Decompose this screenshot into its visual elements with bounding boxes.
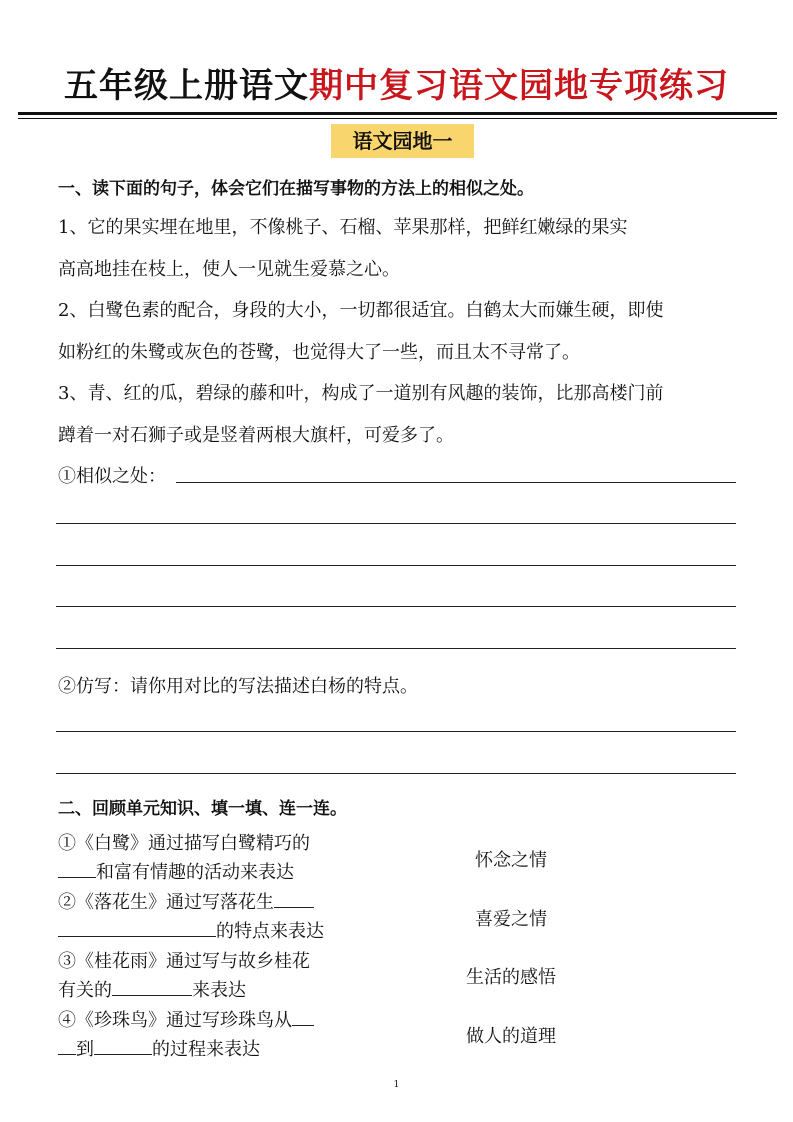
sentence-line: 蹲着一对石狮子或是竖着两根大旗杆，可爱多了。 <box>58 425 454 446</box>
title-rule-thick <box>18 112 777 115</box>
match-option[interactable]: 生活的感悟 <box>466 967 556 988</box>
answer-line[interactable] <box>56 523 736 524</box>
sentence-line: 3、青、红的瓜，碧绿的藤和叶，构成了一道别有风趣的装饰，比那高楼门前 <box>58 383 664 404</box>
sentence-line: 1、它的果实埋在地里，不像桃子、石榴、苹果那样，把鲜红嫩绿的果实 <box>58 217 628 238</box>
section2-heading: 二、回顾单元知识、填一填、连一连。 <box>58 799 347 819</box>
match-option[interactable]: 怀念之情 <box>475 850 547 871</box>
fill-blank[interactable] <box>94 1036 152 1055</box>
fill-item-line: 和富有情趣的活动来表达 <box>58 858 294 888</box>
similarity-label: ①相似之处： <box>58 466 166 487</box>
fill-item-line: 到 的过程来表达 <box>58 1035 260 1065</box>
answer-line[interactable] <box>56 565 736 566</box>
fill-item-line: 有关的 来表达 <box>58 976 246 1006</box>
answer-line[interactable] <box>56 648 736 649</box>
fill-blank[interactable] <box>112 977 192 996</box>
imitation-label: ②仿写：请你用对比的写法描述白杨的特点。 <box>58 676 418 697</box>
sentence-line: 高高地挂在枝上，使人一见就生爱慕之心。 <box>58 259 400 280</box>
fill-blank[interactable] <box>58 859 96 878</box>
match-option[interactable]: 做人的道理 <box>466 1026 556 1047</box>
fill-blank[interactable] <box>58 1036 76 1055</box>
title-black: 五年级上册语文 <box>64 66 309 106</box>
section1-heading: 一、读下面的句子，体会它们在描写事物的方法上的相似之处。 <box>58 179 534 199</box>
section-badge: 语文园地一 <box>331 124 474 158</box>
match-option[interactable]: 喜爱之情 <box>475 909 547 930</box>
fill-item-line: ①《白鹭》通过描写白鹭精巧的 <box>58 833 310 854</box>
answer-line[interactable] <box>176 482 736 483</box>
fill-blank[interactable] <box>274 889 314 908</box>
title-red: 期中复习语文园地专项练习 <box>309 66 729 106</box>
fill-blank[interactable] <box>58 918 216 937</box>
sentence-line: 如粉红的朱鹭或灰色的苍鹭，也觉得大了一些，而且太不寻常了。 <box>58 342 580 363</box>
answer-line[interactable] <box>56 773 736 774</box>
title-rule-thin <box>18 118 777 119</box>
fill-item-line: ④《珍珠鸟》通过写珍珠鸟从 <box>58 1006 314 1036</box>
answer-line[interactable] <box>56 731 736 732</box>
fill-item-line: ③《桂花雨》通过写与故乡桂花 <box>58 951 310 972</box>
fill-blank[interactable] <box>292 1007 314 1026</box>
fill-item-line: ②《落花生》通过写落花生 <box>58 888 314 918</box>
sentence-line: 2、白鹭色素的配合，身段的大小，一切都很适宜。白鹤太大而嫌生硬，即使 <box>58 300 664 321</box>
answer-line[interactable] <box>56 606 736 607</box>
page-number: 1 <box>393 1080 400 1090</box>
page-title <box>0 58 793 107</box>
fill-item-line: 的特点来表达 <box>58 917 324 947</box>
